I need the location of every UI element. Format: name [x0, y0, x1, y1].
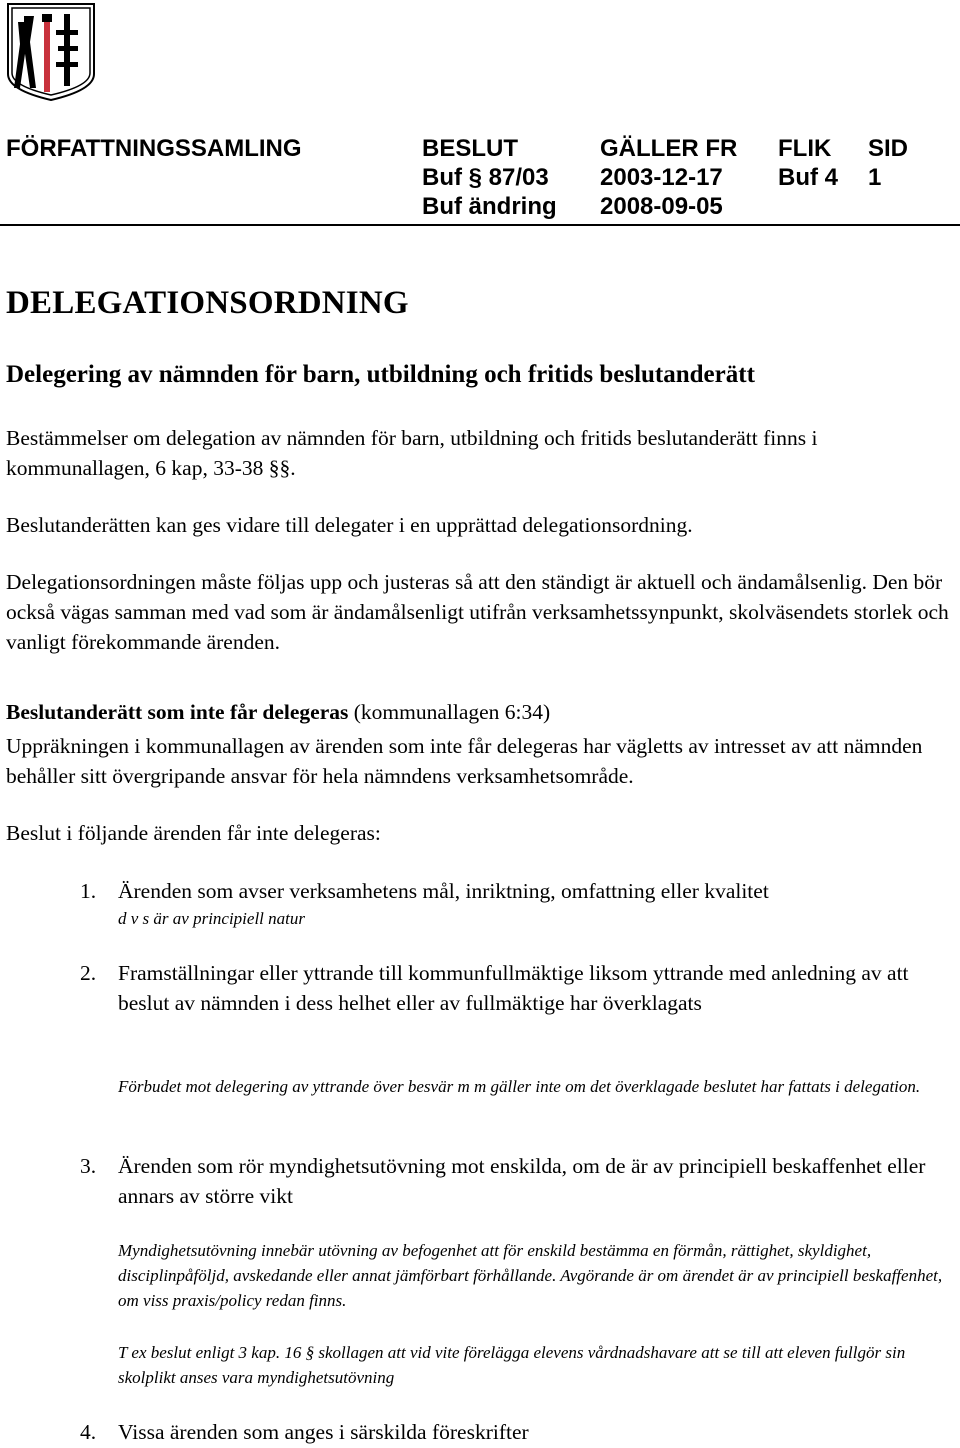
list-item-note: Myndighetsutövning innebär utövning av befogenhet att för enskild bestämma en förmån, rättighet, skyldighet, disciplinpåföljd, avskedande eller annat jämförbart förhållande. Avgörande är om ärendet är av principiell beskaffenhet, om viss praxis/policy redan finns. [118, 1241, 943, 1310]
list-item-number: 4. [80, 1420, 97, 1444]
paragraph-list-intro: Beslut i följande ärenden får inte delegeras: [6, 821, 381, 845]
page-label: SID [868, 135, 909, 162]
tab-label: FLIK [778, 135, 832, 162]
collection-title: FÖRFATTNINGSSAMLING [6, 135, 302, 162]
tab-value: Buf 4 [778, 164, 838, 191]
paragraph-follow-up: Delegationsordningen måste följas upp och justeras så att den ständigt är aktuell och ändamålsenlig. Den bör också vägas samman med vad som är ändamålsenligt utifrån verksamhetssynpunkt, skolväsendets storlek och vanligt förekommande ärenden. [6, 570, 949, 654]
list-item-text: Framställningar eller yttrande till kommunfullmäktige liksom yttrande med anledning av att beslut av nämnden i dess helhet eller av fullmäktige har överklagats [118, 961, 909, 1015]
list-item-number: 3. [80, 1154, 97, 1178]
list-item-text: Ärenden som rör myndighetsutövning mot enskilda, om de är av principiell beskaffenhet eller annars av större vikt [118, 1154, 926, 1208]
list-item-number: 1. [80, 879, 97, 903]
section-heading [6, 697, 954, 727]
document-subtitle: Delegering av nämnden för barn, utbildning och fritids beslutanderätt [6, 361, 755, 388]
decision-label: BESLUT [422, 135, 518, 162]
paragraph-delegation: Beslutanderätten kan ges vidare till delegater i en upprättad delegationsordning. [6, 513, 693, 537]
list-item-note: d v s är av principiell natur [118, 909, 305, 928]
list-item-note: T ex beslut enligt 3 kap. 16 § skollagen att vid vite förelägga elevens vårdnadshavare att se till att eleven fullgör sin skolplikt anses vara myndighetsutövning [118, 1343, 906, 1387]
list-item-note: Förbudet mot delegering av yttrande över besvär m m gäller inte om det överklagade beslutet har fattats i delegation. [118, 1077, 921, 1096]
list-item-text: Ärenden som avser verksamhetens mål, inriktning, omfattning eller kvalitet [118, 879, 769, 903]
municipal-crest-logo [6, 2, 96, 102]
section-heading-bold: Beslutanderätt som inte får delegeras [6, 700, 349, 724]
page-number: 1 [868, 164, 882, 191]
list-item-number: 2. [80, 961, 97, 985]
decision-number: Buf § 87/03 [422, 164, 549, 191]
document-title: DELEGATIONSORDNING [6, 285, 409, 321]
header-divider [0, 224, 960, 226]
section-heading-reference: (kommunallagen 6:34) [348, 700, 551, 724]
paragraph-enumeration: Uppräkningen i kommunallagen av ärenden som inte får delegeras har vägletts av intresset av att nämnden behåller sitt övergripande ansvar för hela nämndens verksamhetsområde. [6, 734, 923, 788]
valid-from-label: GÄLLER FR [600, 135, 738, 162]
change-date: 2008-09-05 [600, 193, 723, 220]
list-item-text: Vissa ärenden som anges i särskilda föreskrifter [118, 1420, 529, 1444]
decision-change: Buf ändring [422, 193, 557, 220]
paragraph-legal-basis: Bestämmelser om delegation av nämnden för barn, utbildning och fritids beslutanderätt finns i kommunallagen, 6 kap, 33-38 §§. [6, 426, 818, 480]
valid-from-date: 2003-12-17 [600, 164, 723, 191]
